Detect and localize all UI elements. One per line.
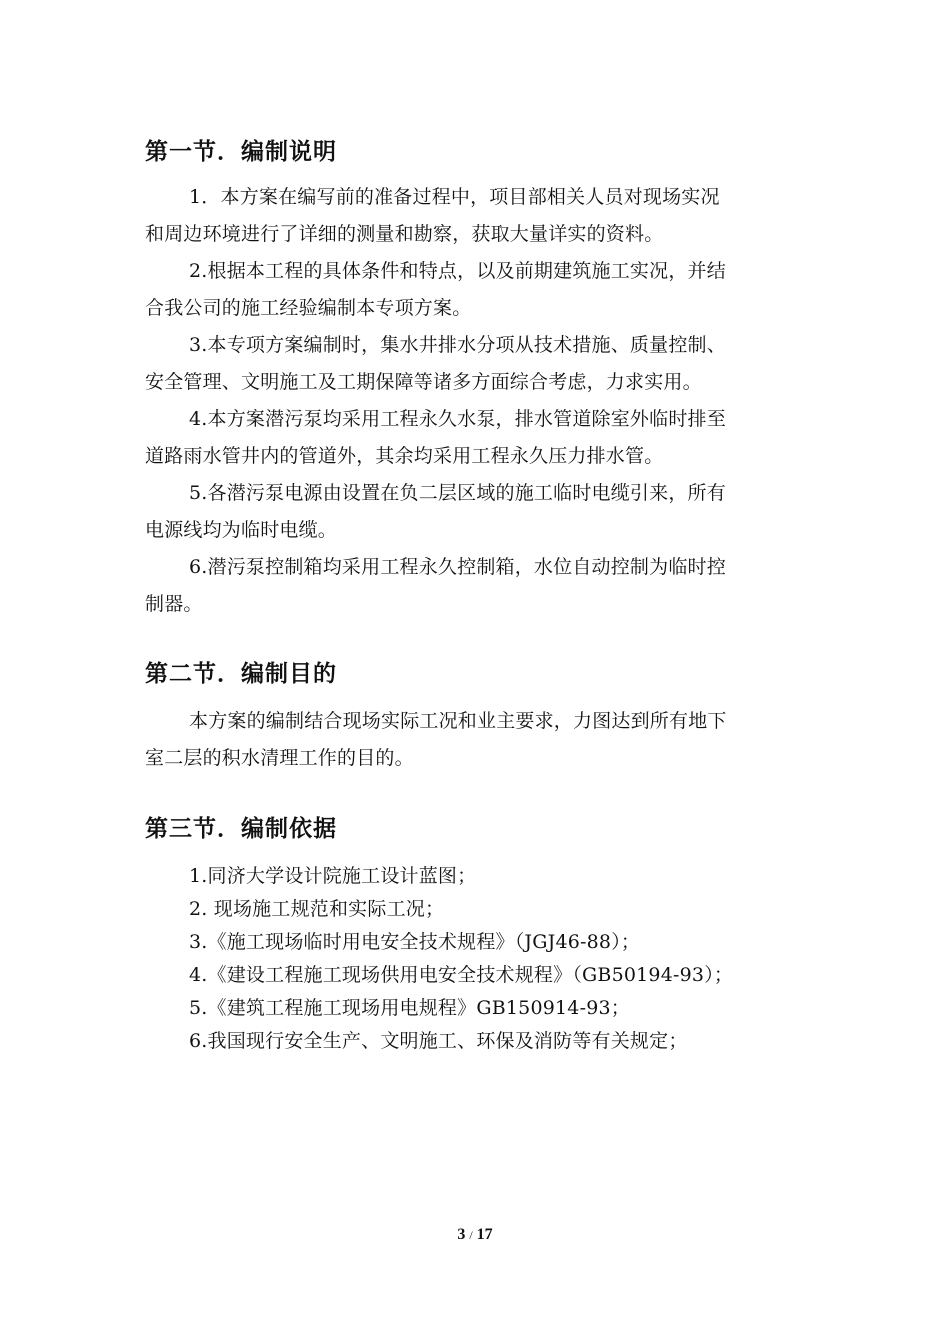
paragraph-line: 1．本方案在编写前的准备过程中，项目部相关人员对现场实况 bbox=[189, 186, 720, 208]
page-separator: / bbox=[469, 1228, 473, 1242]
paragraph-1 bbox=[145, 179, 805, 253]
list-item: 6.我国现行安全生产、文明施工、环保及消防等有关规定； bbox=[189, 1030, 688, 1052]
list-item: 3.《施工现场临时用电安全技术规程》（JGJ46-88）； bbox=[189, 931, 641, 953]
paragraph-5 bbox=[145, 475, 805, 549]
section-heading-1: 第一节．编制说明 bbox=[145, 139, 337, 165]
paragraph-line: 2.根据本工程的具体条件和特点，以及前期建筑施工实况，并结 bbox=[189, 260, 726, 282]
paragraph-line: 室二层的积水清理工作的目的。 bbox=[145, 747, 414, 769]
list-item: 5.《建筑工程施工现场用电规程》GB150914-93； bbox=[189, 997, 630, 1019]
section-heading-3: 第三节．编制依据 bbox=[145, 816, 337, 842]
paragraph-line: 制器。 bbox=[145, 593, 203, 615]
paragraph-line: 道路雨水管井内的管道外，其余均采用工程永久压力排水管。 bbox=[145, 445, 664, 467]
paragraph-6 bbox=[145, 549, 805, 623]
paragraph-4 bbox=[145, 401, 805, 475]
paragraph-line: 4.本方案潜污泵均采用工程永久水泵，排水管道除室外临时排至 bbox=[189, 408, 726, 430]
paragraph-line: 电源线均为临时电缆。 bbox=[145, 519, 338, 541]
section-heading-2: 第二节．编制目的 bbox=[145, 661, 337, 687]
paragraph-purpose bbox=[145, 703, 805, 777]
paragraph-3 bbox=[145, 327, 805, 401]
paragraph-line: 5.各潜污泵电源由设置在负二层区域的施工临时电缆引来，所有 bbox=[189, 482, 726, 504]
list-item: 1.同济大学设计院施工设计蓝图； bbox=[189, 865, 477, 887]
list-item: 2. 现场施工规范和实际工况； bbox=[189, 898, 445, 920]
paragraph-line: 本方案的编制结合现场实际工况和业主要求，力图达到所有地下 bbox=[189, 710, 727, 732]
paragraph-line: 合我公司的施工经验编制本专项方案。 bbox=[145, 297, 472, 319]
total-pages: 17 bbox=[476, 1226, 493, 1243]
page-number bbox=[0, 1226, 950, 1244]
paragraph-line: 和周边环境进行了详细的测量和勘察，获取大量详实的资料。 bbox=[145, 223, 664, 245]
list-item: 4.《建设工程施工现场供用电安全技术规程》（GB50194-93）； bbox=[189, 964, 734, 986]
paragraph-line: 3.本专项方案编制时，集水井排水分项从技术措施、质量控制、 bbox=[189, 334, 726, 356]
paragraph-line: 6.潜污泵控制箱均采用工程永久控制箱，水位自动控制为临时控 bbox=[189, 556, 726, 578]
current-page: 3 bbox=[457, 1226, 466, 1243]
paragraph-line: 安全管理、文明施工及工期保障等诸多方面综合考虑，力求实用。 bbox=[145, 371, 702, 393]
paragraph-2 bbox=[145, 253, 805, 327]
